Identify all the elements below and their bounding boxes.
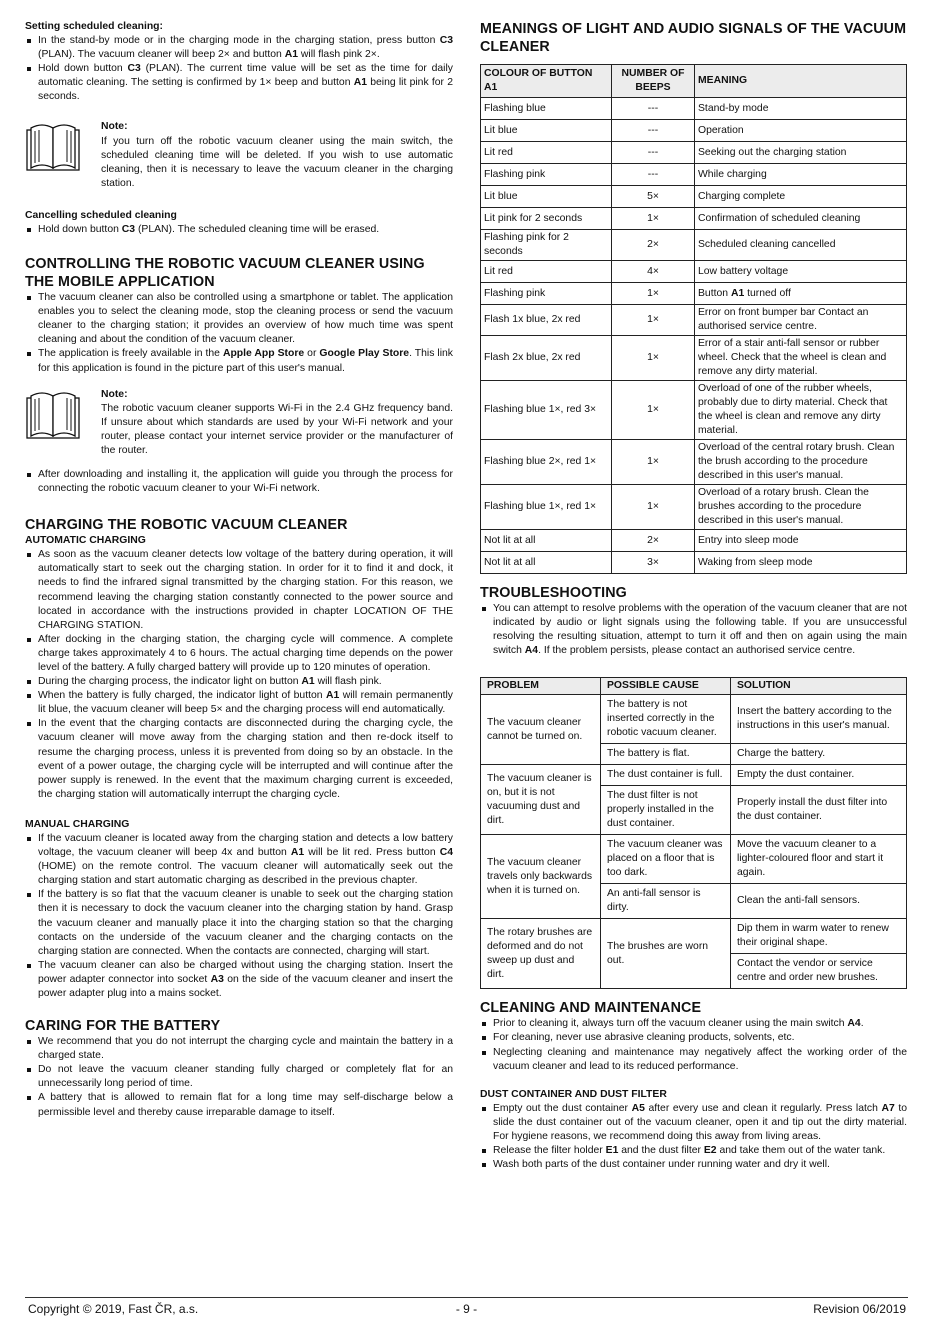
list-item bbox=[25, 1063, 453, 1091]
list-item bbox=[25, 689, 453, 717]
text-span: Empty out the dust container bbox=[493, 1102, 632, 1114]
list-item bbox=[25, 717, 453, 802]
trouble-problem: The vacuum cleaner cannot be turned on. bbox=[481, 695, 601, 765]
signal-meaning bbox=[695, 120, 907, 142]
right-column bbox=[480, 20, 907, 1172]
trouble-cause: The battery is not inserted correctly in the robotic vacuum cleaner. bbox=[601, 695, 731, 744]
bold-ref: A3 bbox=[210, 973, 224, 985]
list-item bbox=[25, 468, 453, 496]
signals-header-colour: COLOUR OF BUTTON A1 bbox=[481, 65, 612, 98]
signal-beeps: 1× bbox=[612, 485, 695, 530]
text-span: to slide the dust container out of the vacuum cleaner, open it and tip out the dirty material. For hygiene reasons, we recommend doing this away from living areas. bbox=[493, 1102, 908, 1142]
mobile-app-list-2 bbox=[25, 468, 453, 496]
bold-ref: E1 bbox=[605, 1145, 619, 1157]
automatic-charging-list bbox=[25, 548, 453, 802]
signal-beeps: --- bbox=[612, 98, 695, 120]
signal-meaning bbox=[695, 283, 907, 305]
table-row bbox=[481, 261, 907, 283]
bold-ref: A1 bbox=[284, 49, 299, 61]
text-span: Low battery voltage bbox=[698, 265, 789, 277]
signal-colour: Lit blue bbox=[481, 120, 612, 142]
text-span: or bbox=[304, 348, 320, 360]
page-footer bbox=[25, 1297, 908, 1316]
signal-colour: Lit red bbox=[481, 261, 612, 283]
signal-beeps: 3× bbox=[612, 552, 695, 574]
text-span: Error on front bumper bar Contact an authorised service centre. bbox=[698, 307, 869, 332]
text-span: Button bbox=[698, 287, 731, 299]
list-item bbox=[480, 1144, 907, 1158]
manual-charging-list bbox=[25, 832, 453, 1001]
table-row bbox=[481, 283, 907, 305]
signal-meaning bbox=[695, 381, 907, 440]
text-span: Stand-by mode bbox=[698, 102, 769, 114]
text-span: and the dust filter bbox=[618, 1145, 704, 1157]
text-span: Scheduled cleaning cancelled bbox=[698, 239, 836, 250]
text-span: Error of a stair anti-fall sensor or rubber wheel. Check that the wheel is clean and remove any dirty material. bbox=[698, 338, 887, 377]
bold-ref: C3 bbox=[439, 35, 453, 46]
text-span: If the vacuum cleaner is located away from the charging station and detects a low battery voltage, the vacuum cleaner will beep 4x and button bbox=[38, 832, 453, 859]
signal-beeps: 1× bbox=[612, 440, 695, 485]
trouble-header-cause: POSSIBLE CAUSE bbox=[601, 678, 731, 695]
trouble-solution: Empty the dust container. bbox=[731, 765, 907, 786]
signal-colour: Flashing blue 2×, red 1× bbox=[481, 440, 612, 485]
signal-meaning bbox=[695, 336, 907, 381]
signal-beeps: 4× bbox=[612, 261, 695, 283]
text-span: will be lit red. Press button bbox=[304, 847, 440, 859]
bold-ref: A1 bbox=[290, 847, 305, 859]
battery-care-heading: CARING FOR THE BATTERY bbox=[25, 1018, 221, 1035]
trouble-cause: The dust filter is not properly installed in the dust container. bbox=[601, 786, 731, 835]
bold-ref: E2 bbox=[703, 1145, 717, 1157]
dust-container-list bbox=[480, 1102, 907, 1172]
text-span: The application is freely available in the bbox=[38, 348, 223, 360]
text-span: (PLAN). The current time value will be set as the time for daily automatic cleaning. The setting is confirmed by 1× beep and button bbox=[38, 63, 453, 89]
signal-meaning bbox=[695, 261, 907, 283]
text-span: A battery that is allowed to remain flat for a long time may self-discharge below a permissible level and thereby cause irreparable damage to itself. bbox=[38, 1092, 453, 1118]
text-span: and take them out of the water tank. bbox=[716, 1145, 886, 1157]
list-item bbox=[25, 347, 453, 375]
bold-ref: Google Play Store bbox=[319, 348, 410, 360]
list-item bbox=[25, 675, 453, 689]
list-item bbox=[480, 1017, 907, 1031]
text-span: will remain permanently lit blue, the vacuum cleaner will beep 5× and the charging process will end automatically. bbox=[38, 690, 453, 716]
left-column bbox=[25, 20, 453, 1120]
signal-meaning bbox=[695, 440, 907, 485]
table-row bbox=[481, 98, 907, 120]
signal-colour: Lit blue bbox=[481, 186, 612, 208]
book-icon bbox=[25, 390, 81, 440]
signal-meaning bbox=[695, 230, 907, 261]
trouble-solution: Move the vacuum cleaner to a lighter-coloured floor and start it again. bbox=[731, 835, 907, 884]
bold-ref: C4 bbox=[439, 847, 453, 859]
revision-text: Revision 06/2019 bbox=[813, 1302, 906, 1316]
scheduled-cleaning-heading: Setting scheduled cleaning: bbox=[25, 21, 163, 32]
signal-colour: Lit red bbox=[481, 142, 612, 164]
trouble-cause: The brushes are worn out. bbox=[601, 919, 731, 989]
text-span: (PLAN). The scheduled cleaning time will be erased. bbox=[135, 223, 380, 235]
text-span: will flash pink. bbox=[314, 676, 382, 688]
table-row bbox=[481, 381, 907, 440]
table-row bbox=[481, 230, 907, 261]
cancel-scheduled-heading: Cancelling scheduled cleaning bbox=[25, 209, 177, 221]
text-span: Prior to cleaning it, always turn off the vacuum cleaner using the main switch bbox=[493, 1018, 848, 1030]
signal-beeps: 1× bbox=[612, 283, 695, 305]
table-row bbox=[481, 164, 907, 186]
table-row bbox=[481, 695, 907, 744]
signal-meaning bbox=[695, 164, 907, 186]
text-span: Operation bbox=[698, 124, 744, 136]
table-row bbox=[481, 142, 907, 164]
trouble-solution: Properly install the dust filter into the dust container. bbox=[731, 786, 907, 835]
signal-colour: Flash 2x blue, 2x red bbox=[481, 336, 612, 381]
text-span: (PLAN). The vacuum cleaner will beep 2× and button bbox=[38, 49, 285, 61]
text-span: Overload of the central rotary brush. Clean the brush according to the procedure described in this user's manual. bbox=[698, 442, 895, 481]
signals-header-meaning: MEANING bbox=[695, 65, 907, 98]
text-span: Seeking out the charging station bbox=[698, 146, 847, 158]
text-span: We recommend that you do not interrupt the charging cycle and maintain the battery in a charged state. bbox=[38, 1036, 453, 1062]
text-span: For cleaning, never use abrasive cleaning products, solvents, etc. bbox=[493, 1032, 795, 1044]
signal-beeps: 2× bbox=[612, 530, 695, 552]
bold-ref: C3 bbox=[127, 63, 141, 75]
bold-ref: Apple App Store bbox=[222, 348, 305, 360]
text-span: (HOME) on the remote control. The vacuum cleaner will automatically seek out the charging station and start automatic charging as described in the previous chapter. bbox=[38, 861, 453, 887]
signal-meaning bbox=[695, 142, 907, 164]
signal-meaning bbox=[695, 208, 907, 230]
signal-beeps: 1× bbox=[612, 336, 695, 381]
table-row bbox=[481, 186, 907, 208]
manual-charging-heading: MANUAL CHARGING bbox=[25, 818, 130, 830]
list-item bbox=[480, 1031, 907, 1045]
bold-ref: A7 bbox=[881, 1102, 895, 1114]
bold-ref: A1 bbox=[301, 676, 315, 688]
text-span: You can attempt to resolve problems with the operation of the vacuum cleaner that are not indicated by audio or light signals using the following table. If you are unsuccessful resolving the resulting situation, attempt to turn it off and then on again using the main switch bbox=[493, 603, 907, 657]
troubleshooting-table bbox=[480, 677, 907, 989]
signal-beeps: 1× bbox=[612, 305, 695, 336]
text-span: Overload of one of the rubber wheels, probably due to dirty material. Check that the wheel is clean and remove any dirty material. bbox=[698, 383, 888, 436]
signal-colour: Not lit at all bbox=[481, 552, 612, 574]
bold-ref: A1 bbox=[353, 77, 367, 89]
text-span: being lit pink for 2 seconds. bbox=[38, 77, 454, 103]
text-span: will flash pink 2×. bbox=[298, 49, 380, 61]
list-item bbox=[25, 1091, 453, 1119]
trouble-header-problem: PROBLEM bbox=[481, 678, 601, 695]
table-row bbox=[481, 919, 907, 954]
troubleshooting-heading: TROUBLESHOOTING bbox=[480, 585, 627, 601]
text-span: When the battery is fully charged, the indicator light of button bbox=[38, 690, 326, 702]
list-item bbox=[480, 1158, 907, 1172]
trouble-problem: The vacuum cleaner is on, but it is not vacuuming dust and dirt. bbox=[481, 765, 601, 835]
signal-meaning bbox=[695, 305, 907, 336]
table-row bbox=[481, 305, 907, 336]
text-span: As soon as the vacuum cleaner detects low voltage of the battery during operation, it will automatically start to seek out the charging station. In order for it to find it and dock, it needs to find the infrared signal transmitted by the charging station. For this reason, we recommend leaving the charging station constantly connected to the power source and located in accordance with the instructions provided in chapter LOCATION OF THE CHARGING STATION. bbox=[38, 549, 453, 631]
bold-ref: C3 bbox=[121, 223, 136, 235]
signal-colour: Lit pink for 2 seconds bbox=[481, 208, 612, 230]
list-item bbox=[480, 1046, 907, 1074]
bold-ref: A4 bbox=[524, 645, 539, 657]
list-item bbox=[25, 1035, 453, 1063]
signal-meaning bbox=[695, 552, 907, 574]
mobile-app-list bbox=[25, 291, 453, 376]
list-item bbox=[480, 1102, 907, 1144]
signals-header-beeps: NUMBER OF BEEPS bbox=[612, 65, 695, 98]
trouble-cause: The vacuum cleaner was placed on a floor that is too dark. bbox=[601, 835, 731, 884]
cancel-scheduled-list bbox=[25, 223, 453, 237]
signal-meaning bbox=[695, 485, 907, 530]
signal-beeps: 1× bbox=[612, 208, 695, 230]
text-span: During the charging process, the indicator light on button bbox=[38, 676, 302, 688]
note-box bbox=[25, 120, 453, 190]
mobile-app-heading: CONTROLLING THE ROBOTIC VACUUM CLEANER USING THE MOBILE APPLICATION bbox=[25, 256, 425, 291]
signal-colour: Flashing blue 1×, red 3× bbox=[481, 381, 612, 440]
trouble-problem: The vacuum cleaner travels only backwards when it is turned on. bbox=[481, 835, 601, 919]
list-item bbox=[25, 959, 453, 1001]
signal-meaning bbox=[695, 98, 907, 120]
charging-heading: CHARGING THE ROBOTIC VACUUM CLEANER bbox=[25, 517, 348, 534]
text-span: The vacuum cleaner can also be controlled using a smartphone or tablet. The application enables you to select the cleaning mode, stop the cleaning process or send the vacuum cleaner to the charging station; it provides an overview of how much time was spent cleaning and about the condition of the vacuum cleaner. bbox=[38, 292, 453, 346]
text-span: Hold down button bbox=[38, 223, 122, 235]
signals-table bbox=[480, 64, 907, 574]
text-span: Neglecting cleaning and maintenance may negatively affect the working order of the vacuum cleaner and lead to its reduced performance. bbox=[493, 1046, 907, 1072]
cleaning-heading: CLEANING AND MAINTENANCE bbox=[480, 1000, 702, 1017]
signal-colour: Flashing pink for 2 seconds bbox=[481, 230, 612, 261]
text-span: The vacuum cleaner can also be charged without using the charging station. Insert the power adapter connector into socket bbox=[38, 959, 453, 985]
text-span: . bbox=[860, 1018, 864, 1030]
trouble-solution: Contact the vendor or service centre and order new brushes. bbox=[731, 954, 907, 989]
text-span: Release the filter holder bbox=[493, 1145, 606, 1157]
text-span: turned off bbox=[744, 287, 791, 299]
trouble-solution: Charge the battery. bbox=[731, 744, 907, 765]
list-item bbox=[25, 223, 453, 237]
table-row bbox=[481, 765, 907, 786]
text-span: Waking from sleep mode bbox=[698, 556, 813, 568]
table-row bbox=[481, 208, 907, 230]
trouble-solution: Insert the battery according to the instructions in this user's manual. bbox=[731, 695, 907, 744]
text-span: on the side of the vacuum cleaner and insert the power adapter plug into a mains socket. bbox=[38, 973, 453, 999]
table-row bbox=[481, 530, 907, 552]
text-span: Charging complete bbox=[698, 190, 786, 202]
table-row bbox=[481, 440, 907, 485]
text-span: Do not leave the vacuum cleaner standing fully charged or completely flat for an unnecessarily long period of time. bbox=[38, 1064, 453, 1090]
dust-container-heading: DUST CONTAINER AND DUST FILTER bbox=[480, 1088, 667, 1100]
text-span: . If the problem persists, please contact an authorised service centre. bbox=[538, 645, 856, 657]
trouble-cause: The battery is flat. bbox=[601, 744, 731, 765]
signal-colour: Flashing blue 1×, red 1× bbox=[481, 485, 612, 530]
text-span: Hold down button bbox=[38, 63, 128, 75]
list-item bbox=[25, 62, 453, 104]
cleaning-list bbox=[480, 1017, 907, 1073]
text-span: In the event that the charging contacts are disconnected during the charging cycle, the vacuum cleaner will move away from the charging station and then re-dock itself to resume the charging process, unless it is prevented from doing so by an obstacle. In the event of a power outage, the charging cycle will be interrupted and will continue after the power supply is renewed. In the event that the maximum charging current is exceeded, the charging station will automatically interrupt the charging cycle. bbox=[38, 718, 453, 800]
signal-beeps: 1× bbox=[612, 381, 695, 440]
list-item bbox=[25, 548, 453, 633]
table-row bbox=[481, 120, 907, 142]
table-row bbox=[481, 835, 907, 884]
text-span: after every use and clean it regularly. Press latch bbox=[644, 1102, 882, 1114]
text-span: Confirmation of scheduled cleaning bbox=[698, 212, 861, 224]
automatic-charging-heading: AUTOMATIC CHARGING bbox=[25, 535, 146, 547]
trouble-cause: The dust container is full. bbox=[601, 765, 731, 786]
list-item bbox=[25, 832, 453, 888]
bold-ref: A1 bbox=[326, 690, 340, 702]
text-span: Overload of a rotary brush. Clean the brushes according to the procedure described in this user's manual. bbox=[698, 487, 869, 526]
signal-colour: Flashing pink bbox=[481, 283, 612, 305]
text-span: Entry into sleep mode bbox=[698, 534, 799, 546]
signal-meaning bbox=[695, 186, 907, 208]
signal-colour: Flashing pink bbox=[481, 164, 612, 186]
signals-heading: MEANINGS OF LIGHT AND AUDIO SIGNALS OF THE VACUUM CLEANER bbox=[480, 21, 907, 55]
book-icon bbox=[25, 122, 81, 172]
signal-beeps: 2× bbox=[612, 230, 695, 261]
note-title: Note: bbox=[101, 121, 128, 133]
bold-ref: A4 bbox=[847, 1018, 861, 1030]
text-span: While charging bbox=[698, 168, 767, 180]
signal-beeps: --- bbox=[612, 164, 695, 186]
list-item bbox=[480, 602, 907, 658]
trouble-header-solution: SOLUTION bbox=[731, 678, 907, 695]
signal-colour: Flashing blue bbox=[481, 98, 612, 120]
page-number: - 9 - bbox=[455, 1302, 478, 1316]
signal-colour: Flash 1x blue, 2x red bbox=[481, 305, 612, 336]
bold-ref: A1 bbox=[730, 287, 745, 299]
bold-ref: A5 bbox=[631, 1102, 645, 1114]
note-title: Note: bbox=[101, 388, 128, 400]
list-item bbox=[25, 291, 453, 347]
trouble-solution: Dip them in warm water to renew their original shape. bbox=[731, 919, 907, 954]
text-span: After docking in the charging station, the charging cycle will commence. A complete charge takes approximately 4 to 6 hours. The actual charging time depends on the power level of the battery. A fully charged battery will provide up to 120 minutes of operation. bbox=[38, 633, 453, 673]
list-item bbox=[25, 633, 453, 675]
signal-colour: Not lit at all bbox=[481, 530, 612, 552]
note-box bbox=[25, 388, 453, 458]
table-row bbox=[481, 552, 907, 574]
copyright-text: Copyright © 2019, Fast ČR, a.s. bbox=[28, 1302, 199, 1316]
text-span: After downloading and installing it, the application will guide you through the process for connecting the robotic vacuum cleaner to your Wi-Fi network. bbox=[38, 469, 453, 495]
list-item bbox=[25, 888, 453, 958]
table-row bbox=[481, 485, 907, 530]
trouble-problem: The rotary brushes are deformed and do not sweep up dust and dirt. bbox=[481, 919, 601, 989]
trouble-solution: Clean the anti-fall sensors. bbox=[731, 884, 907, 919]
signal-beeps: --- bbox=[612, 142, 695, 164]
signal-beeps: 5× bbox=[612, 186, 695, 208]
text-span: If the battery is so flat that the vacuum cleaner is unable to seek out the charging station then it is necessary to dock the vacuum cleaner into the charging station by hand. Grasp the vacuum cleaner and manually place it into the charging station so that the charging contacts on the underside of the vacuum cleaner and the charging contacts on the charging station are connected. When the contacts are connected, charging will start. bbox=[38, 889, 453, 957]
note-text: The robotic vacuum cleaner supports Wi-Fi in the 2.4 GHz frequency band. If unsure about which standards are used by your Wi-Fi network and your router, please contact your internet service provider or the manufacturer of the router. bbox=[101, 402, 453, 456]
troubleshooting-intro-list bbox=[480, 602, 907, 658]
note-text: If you turn off the robotic vacuum cleaner using the main switch, the scheduled cleaning time will be deleted. If you wish to use automatic cleaning, then it is necessary to leave the vacuum cleaner in the charging station. bbox=[101, 135, 453, 189]
list-item bbox=[25, 34, 453, 62]
text-span: In the stand-by mode or in the charging mode in the charging station, press button bbox=[38, 35, 440, 46]
table-row bbox=[481, 336, 907, 381]
battery-care-list bbox=[25, 1035, 453, 1120]
trouble-cause: An anti-fall sensor is dirty. bbox=[601, 884, 731, 919]
signal-beeps: --- bbox=[612, 120, 695, 142]
text-span: . This link for this application is found in the picture part of this user's manual. bbox=[38, 348, 453, 374]
text-span: Wash both parts of the dust container under running water and dry it well. bbox=[493, 1159, 830, 1171]
scheduled-cleaning-list bbox=[25, 34, 453, 104]
signal-meaning bbox=[695, 530, 907, 552]
